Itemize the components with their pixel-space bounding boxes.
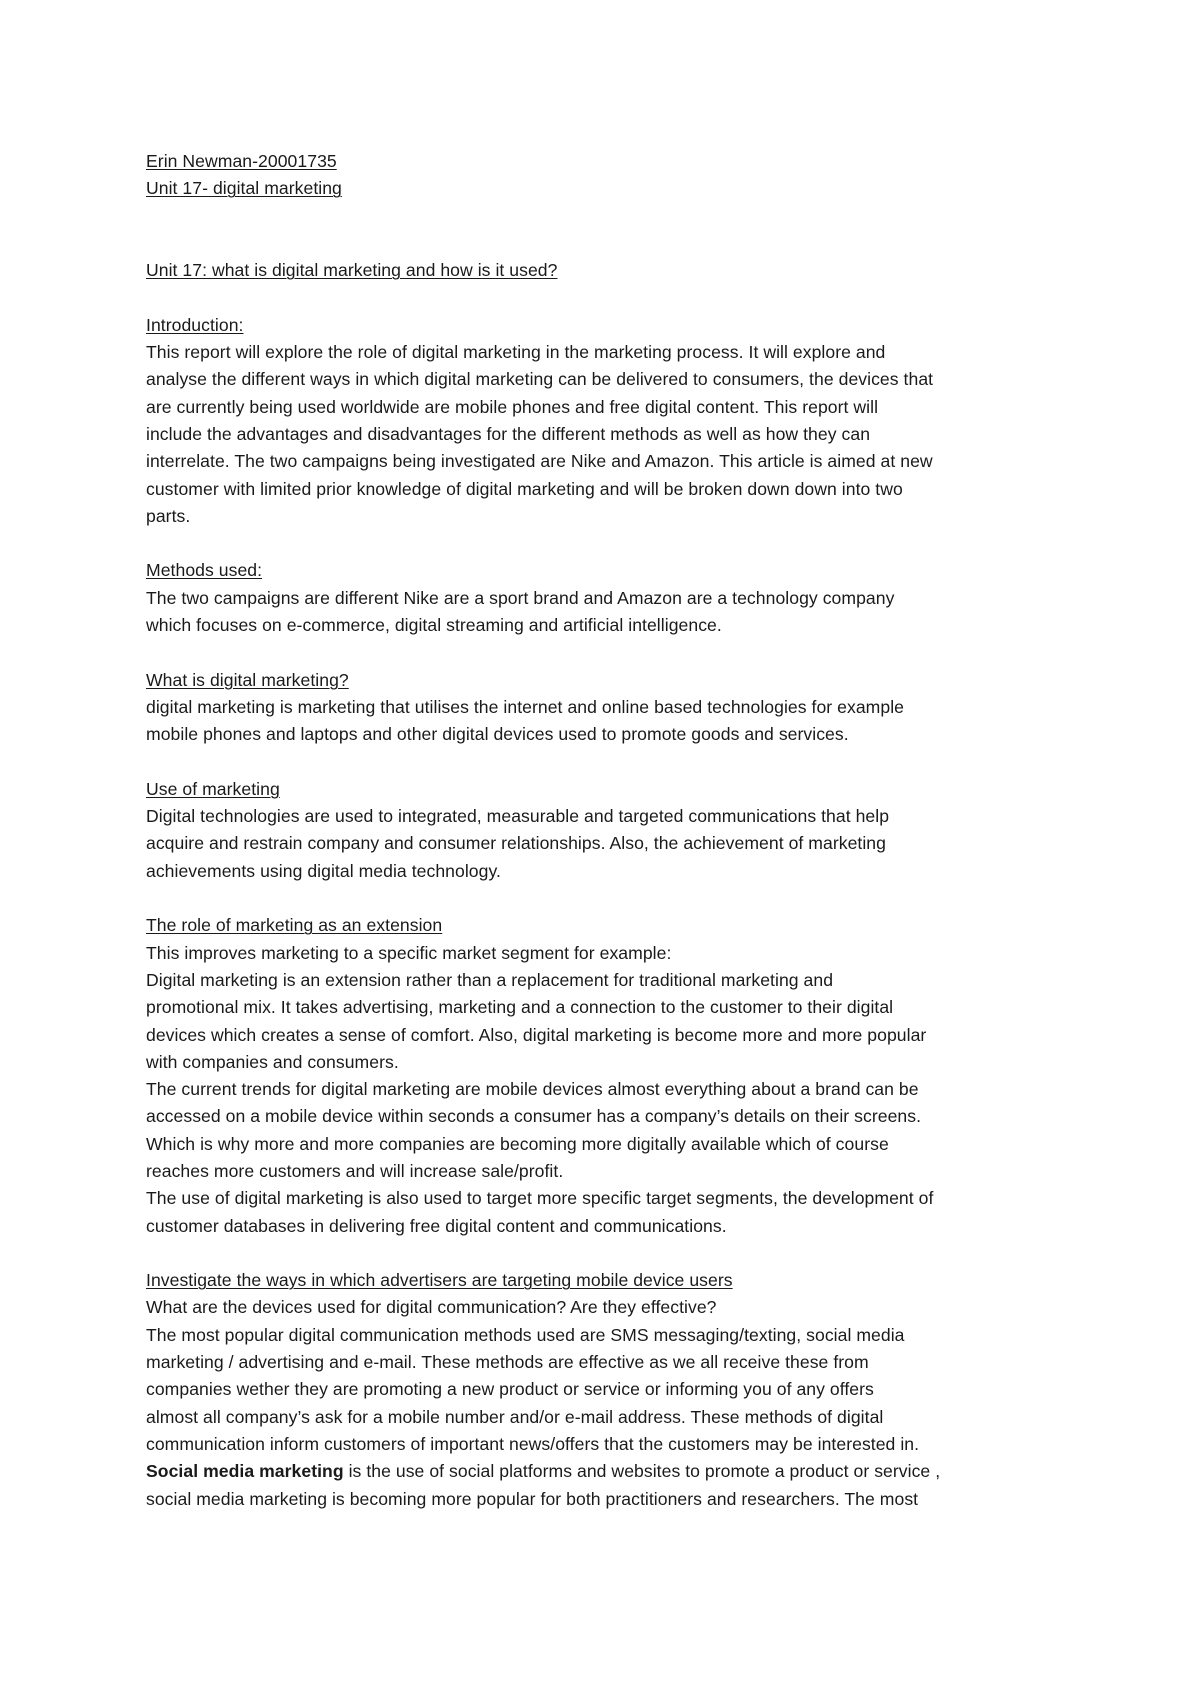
spacer xyxy=(146,749,1076,776)
role-heading: The role of marketing as an extension xyxy=(146,915,443,936)
paragraph-line: digital marketing is marketing that utilises the internet and online based technologies for example xyxy=(146,696,905,717)
paragraph-line: promotional mix. It takes advertising, marketing and a connection to the customer to their digital xyxy=(146,997,894,1018)
social-media-marketing-term: Social media marketing xyxy=(146,1461,344,1482)
paragraph-line: This report will explore the role of digital marketing in the marketing process. It will explore and xyxy=(146,342,886,363)
paragraph-line: Which is why more and more companies are becoming more digitally available which of course xyxy=(146,1133,889,1154)
spacer xyxy=(146,885,1076,912)
paragraph-line: almost all company’s ask for a mobile number and/or e-mail address. These methods of digital xyxy=(146,1406,884,1427)
author-line: Erin Newman-20001735 xyxy=(146,151,337,171)
paragraph-line: communication inform customers of important news/offers that the customers may be interested in. xyxy=(146,1433,920,1454)
paragraph-line: Digital marketing is an extension rather than a replacement for traditional marketing and xyxy=(146,969,834,990)
paragraph-line: devices which creates a sense of comfort. Also, digital marketing is become more and more popular xyxy=(146,1024,927,1045)
paragraph-line: with companies and consumers. xyxy=(146,1051,399,1072)
paragraph-line: The two campaigns are different Nike are a sport brand and Amazon are a technology company xyxy=(146,587,895,608)
paragraph-line: reaches more customers and will increase sale/profit. xyxy=(146,1160,564,1181)
spacer xyxy=(146,284,1076,311)
paragraph-line: social media marketing is becoming more popular for both practitioners and researchers. The most xyxy=(146,1488,919,1509)
paragraph-line: analyse the different ways in which digital marketing can be delivered to consumers, the devices that xyxy=(146,369,934,390)
social-media-marketing-definition: is the use of social platforms and websites to promote a product or service , xyxy=(343,1461,941,1482)
paragraph-line: customer databases in delivering free digital content and communications. xyxy=(146,1215,727,1236)
spacer xyxy=(146,203,1076,258)
spacer xyxy=(146,530,1076,557)
unit-line: Unit 17- digital marketing xyxy=(146,178,342,199)
paragraph-line: acquire and restrain company and consumer relationships. Also, the achievement of marketing xyxy=(146,833,886,854)
methods-heading: Methods used: xyxy=(146,560,263,581)
paragraph-line: accessed on a mobile device within seconds a consumer has a company’s details on their screens. xyxy=(146,1106,922,1127)
paragraph-line: The most popular digital communication methods used are SMS messaging/texting, social media xyxy=(146,1324,905,1345)
paragraph-line: customer with limited prior knowledge of digital marketing and will be broken down down into two xyxy=(146,478,903,499)
paragraph-line xyxy=(146,1458,1076,1485)
paragraph-line: The current trends for digital marketing are mobile devices almost everything about a brand can be xyxy=(146,1079,919,1100)
spacer xyxy=(146,1240,1076,1267)
paragraph-line: which focuses on e-commerce, digital streaming and artificial intelligence. xyxy=(146,615,722,636)
paragraph-line: interrelate. The two campaigns being investigated are Nike and Amazon. This article is aimed at new xyxy=(146,451,933,472)
paragraph-line: The use of digital marketing is also used to target more specific target segments, the development of xyxy=(146,1188,934,1209)
investigate-heading: Investigate the ways in which advertisers are targeting mobile device users xyxy=(146,1270,733,1291)
use-of-heading: Use of marketing xyxy=(146,778,280,799)
spacer xyxy=(146,639,1076,666)
paragraph-line: include the advantages and disadvantages for the different methods as well as how they can xyxy=(146,423,871,444)
what-is-heading: What is digital marketing? xyxy=(146,669,349,690)
paragraph-line: mobile phones and laptops and other digital devices used to promote goods and services. xyxy=(146,724,849,745)
paragraph-line: Digital technologies are used to integrated, measurable and targeted communications that help xyxy=(146,806,890,827)
paragraph-line: companies wether they are promoting a new product or service or informing you of any offers xyxy=(146,1379,874,1400)
paragraph-line: parts. xyxy=(146,505,191,526)
document-body xyxy=(146,148,1076,1513)
paragraph-line: This improves marketing to a specific market segment for example: xyxy=(146,942,672,963)
document-title: Unit 17: what is digital marketing and how is it used? xyxy=(146,260,558,281)
paragraph-line: achievements using digital media technology. xyxy=(146,860,501,881)
paragraph-line: marketing / advertising and e-mail. These methods are effective as we all receive these from xyxy=(146,1352,869,1373)
paragraph-line: are currently being used worldwide are mobile phones and free digital content. This report will xyxy=(146,396,879,417)
introduction-heading: Introduction: xyxy=(146,314,244,335)
paragraph-line: What are the devices used for digital communication? Are they effective? xyxy=(146,1297,717,1318)
